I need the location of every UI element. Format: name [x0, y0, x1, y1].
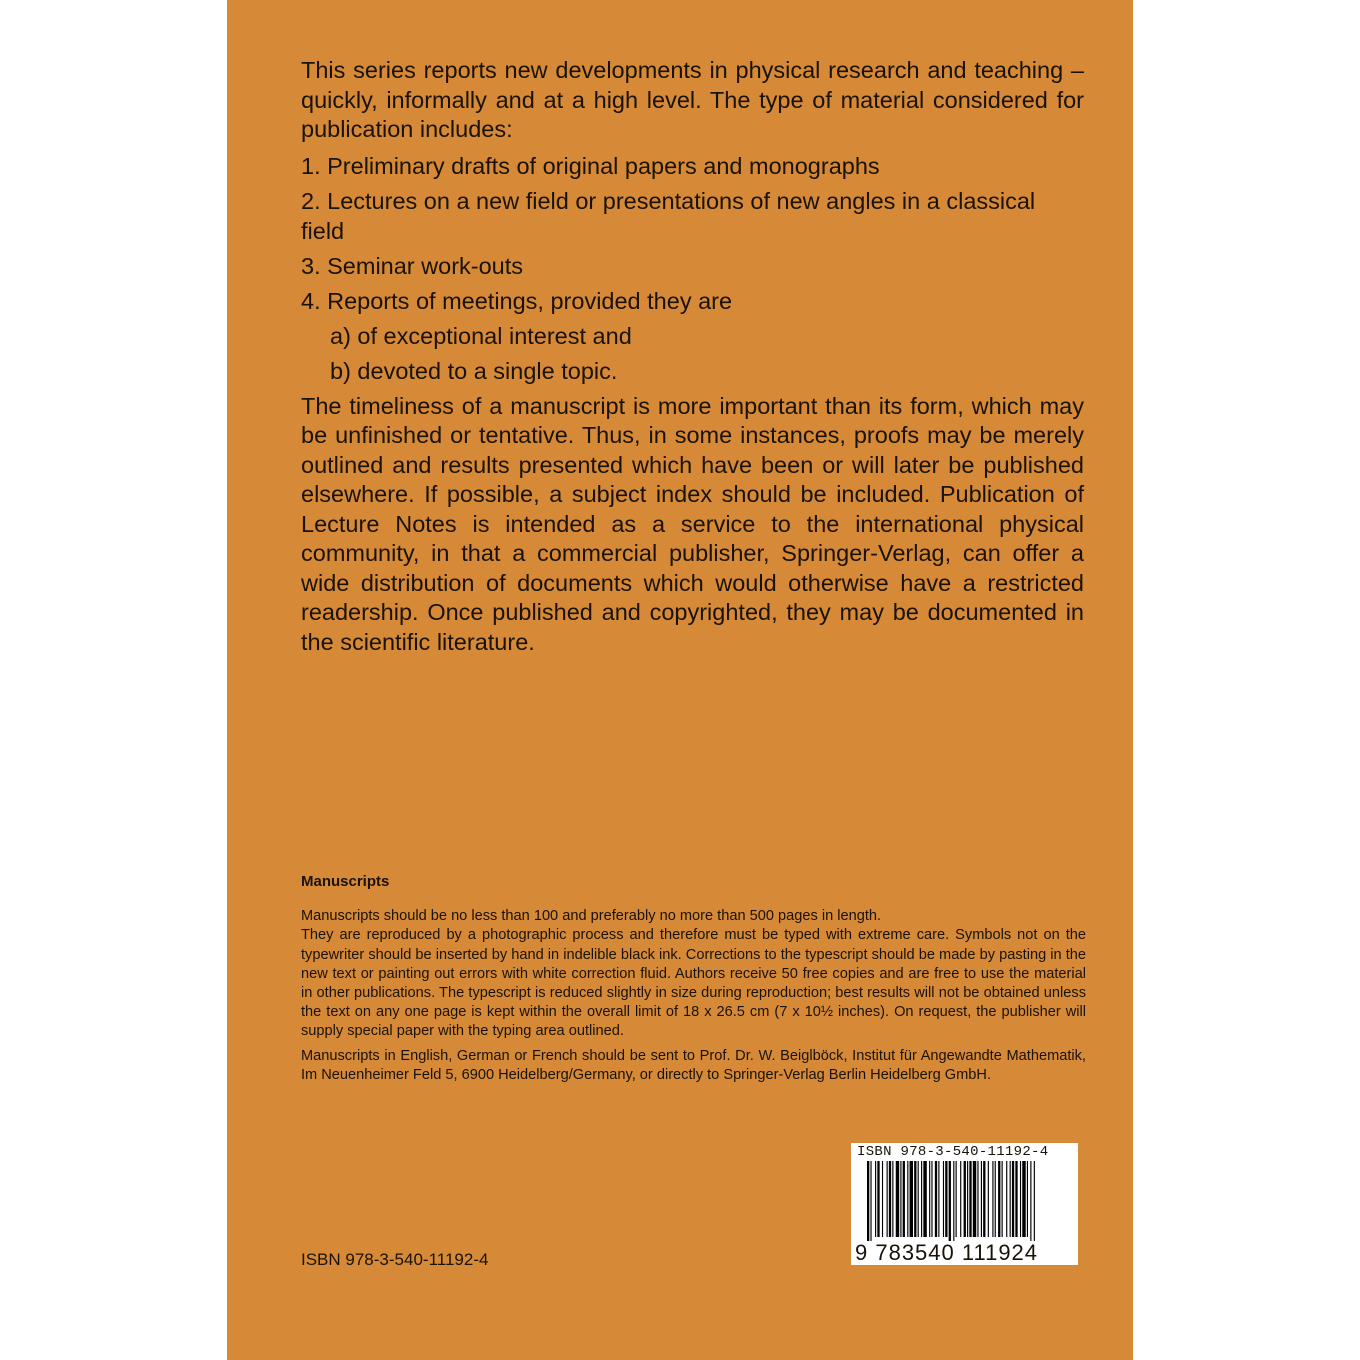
barcode-bar — [995, 1161, 996, 1237]
manuscripts-length-paragraph: Manuscripts should be no less than 100 and preferably no more than 500 pages in length. — [301, 908, 882, 925]
barcode-bar — [998, 1161, 1000, 1237]
barcode-bar — [903, 1161, 905, 1237]
manuscripts-typing-paragraph: They are reproduced by a photographic process and therefore must be typed with extreme care. Symbols not on the typewriter should be inserted by hand in indelible black ink. Corrections to the typescript should be made by pasting in the new text or painting out errors with white correction fluid. Authors receive 50 free copies and are free to use the material in other publications. The typescript is reduced slightly in size during reproduction; best results will not be obtained unless the text on any one page is kept within the overall limit of 18 x 26.5 cm (7 x 10½ inches). On request, the publisher will supply special paper with the typing area outlined. — [301, 927, 1086, 1040]
list-item: 4. Reports of meetings, provided they are — [301, 287, 733, 314]
barcode-bar — [1002, 1161, 1003, 1237]
timeliness-paragraph: The timeliness of a manuscript is more important than its form, which may be unfinished or tentative. Thus, in some instances, proofs may be merely outlined and results presented which have been or will later be published elsewhere. If possible, a subject index should be included. Publication of Lecture Notes is intended as a service to the international physical community, in that a commercial publisher, Springer-Verlag, can offer a wide distribution of documents which would otherwise have a restricted readership. Once published and copyrighted, they may be documented in the scientific literature. — [301, 392, 1084, 655]
barcode-bar — [945, 1161, 947, 1237]
barcode-bar — [921, 1161, 922, 1237]
barcode-bar — [992, 1161, 993, 1237]
list-item: 2. Lectures on a new field or presentations of new angles in a classical field — [301, 187, 1036, 244]
list-subitem: a) of exceptional interest and — [330, 322, 632, 349]
series-description — [301, 56, 1084, 657]
manuscripts-heading: Manuscripts — [301, 873, 390, 890]
barcode-bar — [892, 1161, 893, 1237]
barcode-bar — [988, 1161, 989, 1237]
barcode-bar — [1015, 1161, 1017, 1237]
barcode-bar — [1010, 1161, 1011, 1237]
manuscripts-address-paragraph: Manuscripts in English, German or French should be sent to Prof. Dr. W. Beiglböck, Institut für Angewandte Mathematik, Im Neuenheimer Feld 5, 6900 Heidelberg/Germany, or directly to Springer-Verlag Berlin Heidelberg GmbH. — [301, 1047, 1086, 1083]
barcode-bar — [889, 1161, 891, 1237]
barcode-bar — [918, 1161, 919, 1237]
barcode-bar — [964, 1161, 966, 1237]
barcode-bar — [867, 1161, 869, 1241]
manuscripts-section — [301, 872, 1086, 1090]
barcode-bar — [1022, 1161, 1025, 1237]
barcode-bar — [943, 1161, 944, 1237]
barcode-bar — [977, 1161, 978, 1237]
list-subitem: b) devoted to a single topic. — [330, 357, 618, 384]
isbn-barcode — [851, 1143, 1078, 1265]
intro-paragraph: This series reports new developments in physical research and teaching – quickly, informally and at a high level. The type of material considered for publication includes: — [301, 57, 1084, 142]
material-list — [301, 151, 1084, 386]
barcode-bar — [1020, 1161, 1021, 1237]
barcode-bar — [910, 1161, 913, 1237]
barcode-bar — [953, 1161, 954, 1241]
barcode-bar — [956, 1161, 957, 1237]
list-item: 1. Preliminary drafts of original papers and monographs — [301, 152, 880, 179]
barcode-bar — [870, 1161, 871, 1241]
barcode-bar — [1034, 1161, 1035, 1241]
barcode-bar — [949, 1161, 951, 1241]
barcode-bar — [1006, 1161, 1007, 1237]
barcode-bar — [896, 1161, 899, 1237]
barcode-bar — [981, 1161, 982, 1237]
barcode-bar — [900, 1161, 901, 1237]
barcode-bar — [983, 1161, 985, 1237]
barcode-bar — [1012, 1161, 1014, 1237]
barcode-bar — [960, 1161, 961, 1237]
list-item: 3. Seminar work-outs — [301, 252, 524, 279]
barcode-digits: 9 783540 111924 — [855, 1240, 1039, 1265]
barcode-bar — [929, 1161, 930, 1237]
barcode-isbn-label: ISBN 978-3-540-11192-4 — [857, 1144, 1049, 1160]
barcode-bar — [887, 1161, 888, 1237]
barcode-bar — [1027, 1161, 1028, 1237]
barcode-bar — [935, 1161, 937, 1237]
barcode-bar — [938, 1161, 939, 1237]
barcode-bar — [914, 1161, 916, 1237]
barcode-bar — [973, 1161, 976, 1237]
barcode-bar — [967, 1161, 968, 1237]
barcode-bar — [1030, 1161, 1031, 1241]
barcode-bar — [923, 1161, 926, 1237]
barcode-bar — [877, 1161, 879, 1237]
barcode-bar — [875, 1161, 876, 1237]
barcode-bar — [882, 1161, 883, 1237]
barcode-bar — [931, 1161, 932, 1237]
barcode-bar — [969, 1161, 971, 1237]
barcode-bars — [855, 1161, 1074, 1241]
isbn-text: ISBN 978-3-540-11192-4 — [301, 1250, 489, 1269]
barcode-bar — [907, 1161, 908, 1237]
